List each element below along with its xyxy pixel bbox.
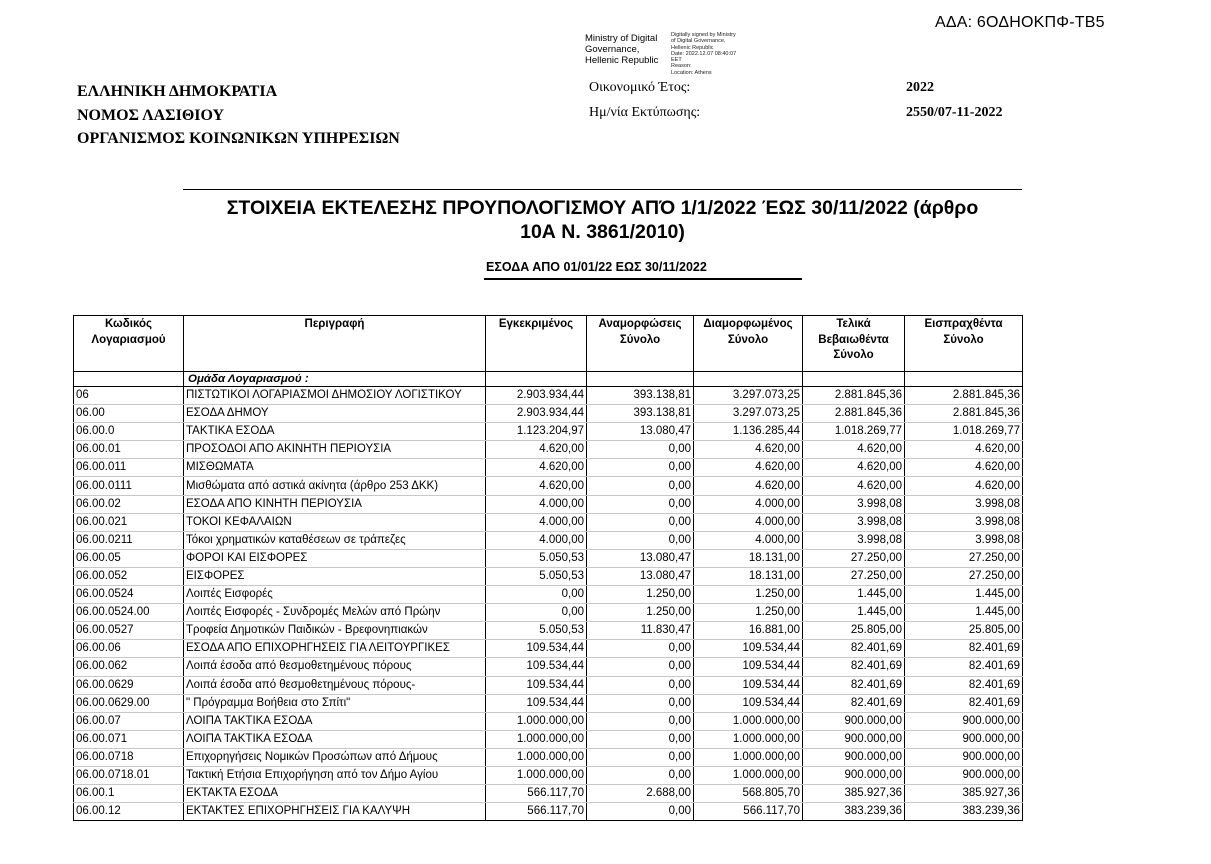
cell-collected: 4.620,00 <box>905 477 1023 495</box>
cell-approved: 2.903.934,44 <box>486 387 587 405</box>
cell-approved: 4.620,00 <box>486 459 587 477</box>
cell-description: Τακτική Ετήσια Επιχορήγηση από τον Δήμο Αγίου <box>184 766 486 784</box>
cell-collected: 82.401,69 <box>905 676 1023 694</box>
table-row <box>74 640 1023 658</box>
cell-collected: 900.000,00 <box>905 766 1023 784</box>
cell-certified: 385.927,36 <box>803 785 905 803</box>
cell-approved: 4.000,00 <box>486 531 587 549</box>
cell-amendments: 0,00 <box>587 495 694 513</box>
digital-signature-details <box>671 32 736 76</box>
cell-account-code: 06.00.01 <box>74 441 184 459</box>
cell-collected: 3.998,08 <box>905 495 1023 513</box>
cell-certified: 3.998,08 <box>803 495 905 513</box>
cell-description: ΛΟΙΠΑ ΤΑΚΤΙΚΑ ΕΣΟΔΑ <box>184 730 486 748</box>
column-header-description: Περιγραφή <box>184 316 486 372</box>
column-header-account-code: Κωδικός Λογαριασμού <box>74 316 184 372</box>
cell-account-code: 06.00.0211 <box>74 531 184 549</box>
cell-adjusted: 4.000,00 <box>694 531 803 549</box>
cell-certified: 82.401,69 <box>803 640 905 658</box>
cell-approved: 1.000.000,00 <box>486 730 587 748</box>
table-row <box>74 586 1023 604</box>
cell-certified: 1.018.269,77 <box>803 423 905 441</box>
cell-account-code: 06.00.0524 <box>74 586 184 604</box>
cell-amendments: 0,00 <box>587 712 694 730</box>
cell-collected: 3.998,08 <box>905 513 1023 531</box>
cell-account-code: 06.00 <box>74 405 184 423</box>
cell-adjusted: 3.297.073,25 <box>694 387 803 405</box>
cell-collected: 4.620,00 <box>905 441 1023 459</box>
cell-adjusted: 109.534,44 <box>694 658 803 676</box>
cell-account-code: 06.00.02 <box>74 495 184 513</box>
cell-account-code: 06.00.0629 <box>74 676 184 694</box>
cell-adjusted: 4.620,00 <box>694 477 803 495</box>
group-row <box>74 372 1023 387</box>
report-title <box>183 196 1022 244</box>
cell-amendments: 0,00 <box>587 766 694 784</box>
cell-collected: 82.401,69 <box>905 694 1023 712</box>
cell-description: ΠΡΟΣΟΔΟΙ ΑΠΟ ΑΚΙΝΗΤΗ ΠΕΡΙΟΥΣΙΑ <box>184 441 486 459</box>
signature-detail-line: Location: Athens <box>671 69 712 76</box>
cell-amendments: 0,00 <box>587 477 694 495</box>
cell-certified: 4.620,00 <box>803 477 905 495</box>
cell-adjusted: 1.250,00 <box>694 586 803 604</box>
cell-description: Μισθώματα από αστικά ακίνητα (άρθρο 253 ΔΚΚ) <box>184 477 486 495</box>
table-row <box>74 459 1023 477</box>
cell-collected: 25.805,00 <box>905 622 1023 640</box>
table-row <box>74 567 1023 585</box>
cell-amendments: 0,00 <box>587 459 694 477</box>
cell-collected: 900.000,00 <box>905 730 1023 748</box>
cell-description: ΕΣΟΔΑ ΔΗΜΟΥ <box>184 405 486 423</box>
signature-detail-line: Reason: <box>671 63 692 70</box>
cell-collected: 1.445,00 <box>905 586 1023 604</box>
cell-collected: 27.250,00 <box>905 549 1023 567</box>
cell-certified: 82.401,69 <box>803 658 905 676</box>
cell-approved: 1.000.000,00 <box>486 712 587 730</box>
column-header-adjusted: Διαμορφωμένος Σύνολο <box>694 316 803 372</box>
cell-amendments: 0,00 <box>587 694 694 712</box>
cell-account-code: 06.00.07 <box>74 712 184 730</box>
column-header-amendments: Αναμορφώσεις Σύνολο <box>587 316 694 372</box>
cell-account-code: 06.00.0527 <box>74 622 184 640</box>
cell-certified: 3.998,08 <box>803 531 905 549</box>
cell-collected: 1.018.269,77 <box>905 423 1023 441</box>
table-row <box>74 766 1023 784</box>
table-row <box>74 531 1023 549</box>
cell-description: Λοιπά έσοδα από θεσμοθετημένους πόρους <box>184 658 486 676</box>
cell-amendments: 0,00 <box>587 658 694 676</box>
cell-approved: 4.000,00 <box>486 495 587 513</box>
table-row <box>74 730 1023 748</box>
column-header-approved: Εγκεκριμένος <box>486 316 587 372</box>
cell-adjusted: 1.000.000,00 <box>694 730 803 748</box>
cell-collected: 2.881.845,36 <box>905 405 1023 423</box>
cell-description: ΠΙΣΤΩΤΙΚΟΙ ΛΟΓΑΡΙΑΣΜΟΙ ΔΗΜΟΣΙΟΥ ΛΟΓΙΣΤΙΚΟΥ <box>184 387 486 405</box>
cell-account-code: 06.00.0 <box>74 423 184 441</box>
cell-description: ΜΙΣΘΩΜΑΤΑ <box>184 459 486 477</box>
cell-certified: 4.620,00 <box>803 459 905 477</box>
cell-collected: 900.000,00 <box>905 712 1023 730</box>
cell-approved: 4.620,00 <box>486 477 587 495</box>
cell-description: ΕΙΣΦΟΡΕΣ <box>184 567 486 585</box>
cell-adjusted: 3.297.073,25 <box>694 405 803 423</box>
signature-detail-line: Hellenic Republic <box>671 44 714 51</box>
cell-collected: 27.250,00 <box>905 567 1023 585</box>
cell-adjusted: 568.805,70 <box>694 785 803 803</box>
cell-collected: 1.445,00 <box>905 604 1023 622</box>
print-date-value: 2550/07-11-2022 <box>906 105 1003 120</box>
cell-description: ΛΟΙΠΑ ΤΑΚΤΙΚΑ ΕΣΟΔΑ <box>184 712 486 730</box>
cell-certified: 1.445,00 <box>803 586 905 604</box>
cell-amendments: 0,00 <box>587 730 694 748</box>
cell-collected: 82.401,69 <box>905 640 1023 658</box>
report-title-line: 10Α Ν. 3861/2010) <box>520 221 685 243</box>
report-title-line: ΣΤΟΙΧΕΙΑ ΕΚΤΕΛΕΣΗΣ ΠΡΟΥΠΟΛΟΓΙΣΜΟΥ ΑΠΌ 1/1/2022 ΈΩΣ 30/11/2022 (άρθρο <box>226 197 979 219</box>
cell-collected: 82.401,69 <box>905 658 1023 676</box>
cell-account-code: 06.00.0629.00 <box>74 694 184 712</box>
cell-adjusted: 1.000.000,00 <box>694 748 803 766</box>
cell-certified: 25.805,00 <box>803 622 905 640</box>
cell-certified: 900.000,00 <box>803 748 905 766</box>
cell-account-code: 06.00.021 <box>74 513 184 531</box>
signature-org-line: Hellenic Republic <box>585 55 659 66</box>
title-divider <box>183 189 1022 190</box>
cell-certified: 3.998,08 <box>803 513 905 531</box>
cell-amendments: 13.080,47 <box>587 423 694 441</box>
column-header-certified: Τελικά Βεβαιωθέντα Σύνολο <box>803 316 905 372</box>
cell-amendments: 1.250,00 <box>587 586 694 604</box>
cell-adjusted: 1.000.000,00 <box>694 712 803 730</box>
cell-collected: 2.881.845,36 <box>905 387 1023 405</box>
signature-org-line: Ministry of Digital <box>585 33 658 44</box>
signature-detail-line: EET <box>671 57 682 64</box>
table-row <box>74 694 1023 712</box>
table-row <box>74 387 1023 405</box>
cell-description: Τόκοι χρηματικών καταθέσεων σε τράπεζες <box>184 531 486 549</box>
cell-description: ΤΑΚΤΙΚΑ ΕΣΟΔΑ <box>184 423 486 441</box>
table-row <box>74 622 1023 640</box>
cell-account-code: 06.00.06 <box>74 640 184 658</box>
cell-adjusted: 4.620,00 <box>694 441 803 459</box>
cell-amendments: 1.250,00 <box>587 604 694 622</box>
cell-approved: 109.534,44 <box>486 658 587 676</box>
cell-description: Λοιπά έσοδα από θεσμοθετημένους πόρους- <box>184 676 486 694</box>
cell-certified: 383.239,36 <box>803 803 905 821</box>
cell-approved: 566.117,70 <box>486 803 587 821</box>
cell-certified: 900.000,00 <box>803 730 905 748</box>
cell-description: Επιχορηγήσεις Νομικών Προσώπων από Δήμους <box>184 748 486 766</box>
cell-adjusted: 18.131,00 <box>694 567 803 585</box>
cell-account-code: 06.00.052 <box>74 567 184 585</box>
table-row <box>74 441 1023 459</box>
org-line-prefecture: ΝΟΜΟΣ ΛΑΣΙΘΙΟΥ <box>77 106 225 124</box>
cell-approved: 4.620,00 <box>486 441 587 459</box>
signature-org-line: Governance, <box>585 44 640 55</box>
cell-approved: 0,00 <box>486 586 587 604</box>
cell-collected: 4.620,00 <box>905 459 1023 477</box>
table-row <box>74 658 1023 676</box>
cell-account-code: 06.00.0111 <box>74 477 184 495</box>
digital-signature-org <box>585 33 658 66</box>
print-date-label: Ημ/νία Εκτύπωσης: <box>589 105 701 120</box>
table-row <box>74 423 1023 441</box>
cell-approved: 1.123.204,97 <box>486 423 587 441</box>
budget-table <box>73 315 1023 821</box>
cell-amendments: 11.830,47 <box>587 622 694 640</box>
cell-adjusted: 109.534,44 <box>694 694 803 712</box>
cell-certified: 27.250,00 <box>803 567 905 585</box>
cell-account-code: 06.00.0718 <box>74 748 184 766</box>
cell-description: ΤΟΚΟΙ ΚΕΦΑΛΑΙΩΝ <box>184 513 486 531</box>
ada-code: ΑΔΑ: 6ΟΔΗΟΚΠΦ-ΤΒ5 <box>935 14 1105 31</box>
organization-header <box>77 80 400 151</box>
cell-adjusted: 566.117,70 <box>694 803 803 821</box>
cell-account-code: 06.00.071 <box>74 730 184 748</box>
cell-approved: 1.000.000,00 <box>486 766 587 784</box>
cell-approved: 5.050,53 <box>486 567 587 585</box>
cell-approved: 109.534,44 <box>486 676 587 694</box>
cell-certified: 900.000,00 <box>803 766 905 784</box>
cell-certified: 2.881.845,36 <box>803 387 905 405</box>
cell-approved: 2.903.934,44 <box>486 405 587 423</box>
cell-certified: 2.881.845,36 <box>803 405 905 423</box>
cell-account-code: 06.00.12 <box>74 803 184 821</box>
cell-certified: 900.000,00 <box>803 712 905 730</box>
cell-amendments: 393.138,81 <box>587 387 694 405</box>
cell-collected: 385.927,36 <box>905 785 1023 803</box>
cell-description: ΕΣΟΔΑ ΑΠΟ ΚΙΝΗΤΗ ΠΕΡΙΟΥΣΙΑ <box>184 495 486 513</box>
table-row <box>74 785 1023 803</box>
cell-account-code: 06.00.1 <box>74 785 184 803</box>
cell-adjusted: 4.620,00 <box>694 459 803 477</box>
cell-amendments: 0,00 <box>587 640 694 658</box>
cell-description: ΦΟΡΟΙ ΚΑΙ ΕΙΣΦΟΡΕΣ <box>184 549 486 567</box>
fiscal-year-value: 2022 <box>906 80 934 95</box>
cell-amendments: 0,00 <box>587 676 694 694</box>
table-row <box>74 405 1023 423</box>
cell-amendments: 0,00 <box>587 513 694 531</box>
signature-detail-line: of Digital Governance, <box>671 38 726 45</box>
table-row <box>74 604 1023 622</box>
cell-collected: 383.239,36 <box>905 803 1023 821</box>
cell-account-code: 06.00.062 <box>74 658 184 676</box>
cell-account-code: 06 <box>74 387 184 405</box>
cell-account-code: 06.00.0718.01 <box>74 766 184 784</box>
cell-amendments: 13.080,47 <box>587 549 694 567</box>
cell-amendments: 2.688,00 <box>587 785 694 803</box>
cell-amendments: 13.080,47 <box>587 567 694 585</box>
table-row <box>74 549 1023 567</box>
cell-description: Τροφεία Δημοτικών Παιδικών - Βρεφονηπιακών <box>184 622 486 640</box>
cell-adjusted: 1.000.000,00 <box>694 766 803 784</box>
cell-approved: 5.050,53 <box>486 622 587 640</box>
signature-detail-line: Date: 2022.12.07 08:40:07 <box>671 50 737 57</box>
cell-approved: 0,00 <box>486 604 587 622</box>
cell-approved: 5.050,53 <box>486 549 587 567</box>
cell-adjusted: 109.534,44 <box>694 676 803 694</box>
cell-adjusted: 18.131,00 <box>694 549 803 567</box>
cell-collected: 3.998,08 <box>905 531 1023 549</box>
cell-amendments: 0,00 <box>587 531 694 549</box>
cell-approved: 4.000,00 <box>486 513 587 531</box>
fiscal-year-label: Οικονομικό Έτος: <box>589 80 691 95</box>
subtitle-underline <box>484 278 802 280</box>
table-row <box>74 803 1023 821</box>
cell-certified: 82.401,69 <box>803 694 905 712</box>
cell-description: Λοιπές Εισφορές <box>184 586 486 604</box>
cell-adjusted: 4.000,00 <box>694 513 803 531</box>
cell-description: Λοιπές Εισφορές - Συνδρομές Μελών από Πρώην <box>184 604 486 622</box>
table-row <box>74 477 1023 495</box>
table-row <box>74 495 1023 513</box>
cell-description: ΕΚΤΑΚΤΕΣ ΕΠΙΧΟΡΗΓΗΣΕΙΣ ΓΙΑ ΚΑΛΥΨΗ <box>184 803 486 821</box>
org-line-republic: ΕΛΛΗΝΙΚΗ ΔΗΜΟΚΡΑΤΙΑ <box>77 83 278 100</box>
cell-approved: 1.000.000,00 <box>486 748 587 766</box>
table-row <box>74 676 1023 694</box>
signature-detail-line: Digitally signed by Ministry <box>671 32 736 38</box>
report-subtitle: ΕΣΟΔΑ ΑΠΟ 01/01/22 ΕΩΣ 30/11/2022 <box>486 260 707 274</box>
cell-description: ΕΣΟΔΑ ΑΠΟ ΕΠΙΧΟΡΗΓΗΣΕΙΣ ΓΙΑ ΛΕΙΤΟΥΡΓΙΚΕΣ <box>184 640 486 658</box>
cell-account-code: 06.00.011 <box>74 459 184 477</box>
cell-approved: 109.534,44 <box>486 640 587 658</box>
table-row <box>74 513 1023 531</box>
cell-approved: 566.117,70 <box>486 785 587 803</box>
cell-description: " Πρόγραμμα Βοήθεια στο Σπίτι" <box>184 694 486 712</box>
cell-collected: 900.000,00 <box>905 748 1023 766</box>
cell-amendments: 0,00 <box>587 748 694 766</box>
cell-certified: 1.445,00 <box>803 604 905 622</box>
cell-certified: 82.401,69 <box>803 676 905 694</box>
table-row <box>74 748 1023 766</box>
cell-account-code: 06.00.05 <box>74 549 184 567</box>
column-header-collected: Εισπραχθέντα Σύνολο <box>905 316 1023 372</box>
cell-amendments: 0,00 <box>587 803 694 821</box>
cell-approved: 109.534,44 <box>486 694 587 712</box>
cell-adjusted: 4.000,00 <box>694 495 803 513</box>
table-header-row <box>74 316 1023 372</box>
cell-account-code: 06.00.0524.00 <box>74 604 184 622</box>
table-row <box>74 712 1023 730</box>
cell-certified: 4.620,00 <box>803 441 905 459</box>
cell-adjusted: 1.250,00 <box>694 604 803 622</box>
cell-adjusted: 109.534,44 <box>694 640 803 658</box>
cell-adjusted: 1.136.285,44 <box>694 423 803 441</box>
cell-amendments: 393.138,81 <box>587 405 694 423</box>
cell-adjusted: 16.881,00 <box>694 622 803 640</box>
cell-amendments: 0,00 <box>587 441 694 459</box>
cell-certified: 27.250,00 <box>803 549 905 567</box>
cell-description: ΕΚΤΑΚΤΑ ΕΣΟΔΑ <box>184 785 486 803</box>
group-label: Ομάδα Λογαριασμού : <box>184 372 486 387</box>
org-line-organization: ΟΡΓΑΝΙΣΜΟΣ ΚΟΙΝΩΝΙΚΩΝ ΥΠΗΡΕΣΙΩΝ <box>77 130 400 147</box>
